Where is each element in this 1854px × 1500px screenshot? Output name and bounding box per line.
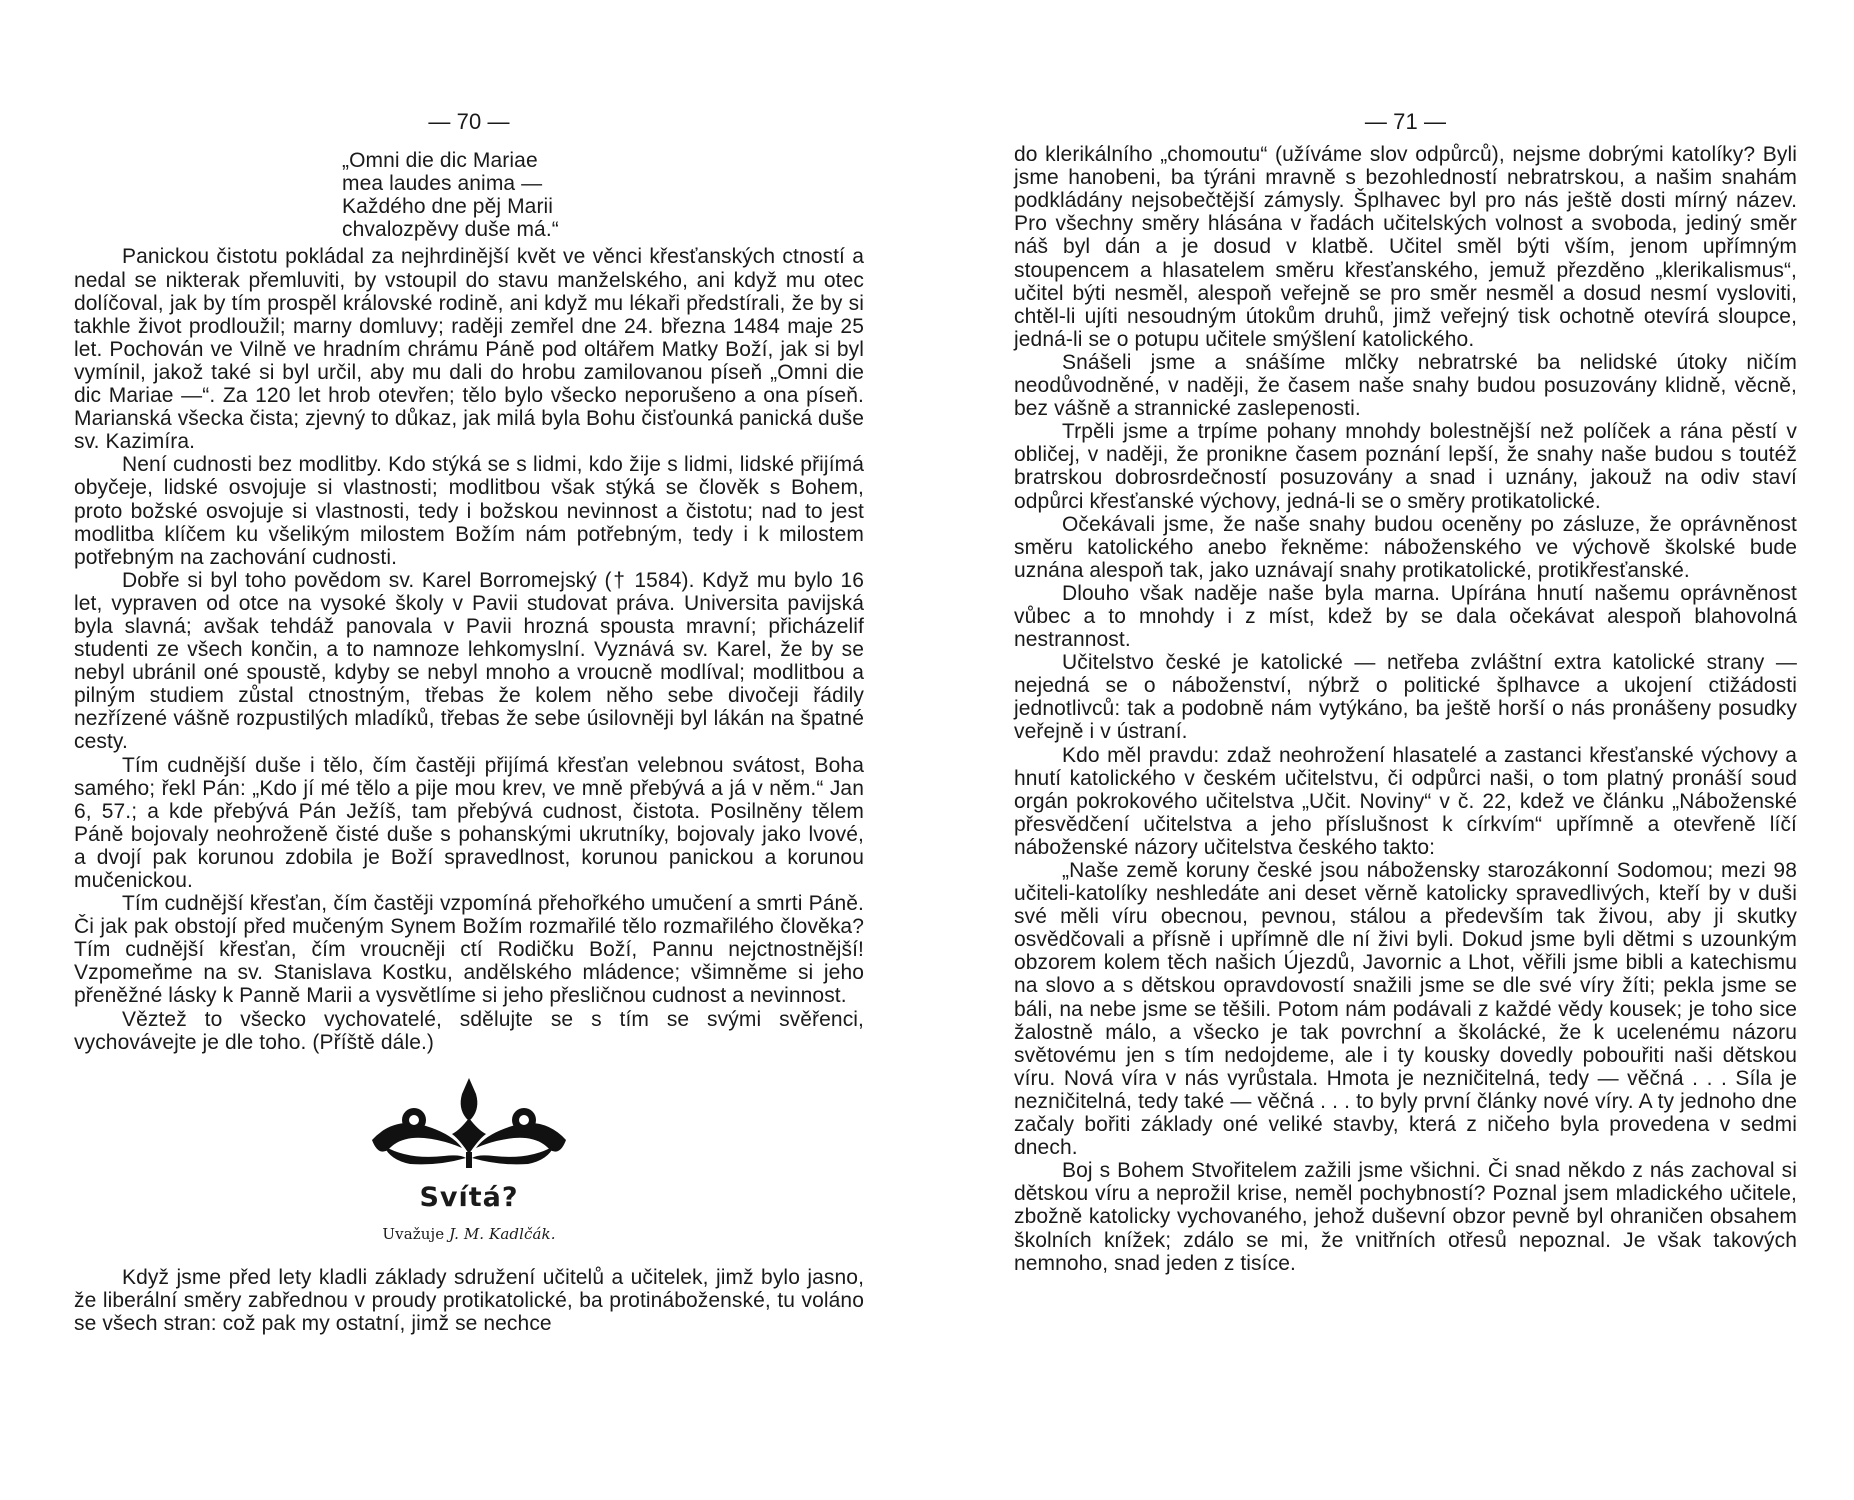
poem-line: Každého dne pěj Marii	[342, 195, 554, 219]
paragraph: Očekávali jsme, že naše snahy budou oceněny po zásluze, že oprávněnost směru katolického anebo řekněme: náboženského ve výchově školské bude uznána alespoň tak, jako uznávají snahy protikatolické, protikřesťanské.	[1014, 512, 1797, 582]
poem-line: mea laudes anima —	[342, 172, 543, 196]
paragraph: Dlouho však naděje naše byla marna. Upírána hnutí našemu oprávněnost vůbec a to mnohdy i z míst, kdež by se dala očekávat alespoň blahovolná nestrannost.	[1014, 581, 1797, 652]
left-page	[74, 110, 864, 1335]
paragraph: Tím cudnější duše i tělo, čím častěji přijímá křesťan velebnou svátost, Boha samého; řekl Pán: „Kdo jí mé tělo a pije mou krev, ve mně přebývá a já v něm.“ Jan 6, 57.; a kde přebývá Pán Ježíš, tam přebývá cudnost, čistota. Posilněny tělem Páně bojovaly neohroženě čisté duše s pohanskými ukrutníky, bojovaly jako lvové, a dvojí pak korunou zdobila je Boží spravedlnost, korunou panickou a korunou mučenickou.	[74, 753, 864, 892]
byline-prefix: Uvažuje	[382, 1224, 445, 1243]
paragraph: Tím cudnější křesťan, čím častěji vzpomíná přehořkého umučení a smrti Páně. Či jak pak obstojí před mučeným Synem Božím rozmařilé tělo rozmařilého člověka? Tím cudnější křesťan, čím vroucněji ctí Rodičku Boží, Pannu nejctnostnější! Vzpomeňme na sv. Stanislava Kostku, andělského mládence; všimněme si jeho přeněžné lásky k Panně Marii a vysvětlíme si jeho přesličnou cudnost a nevinnost.	[74, 892, 864, 1008]
paragraph: Snášeli jsme a snášíme mlčky nebratrské ba nelidské útoky ničím neodůvodněné, v naději, že časem naše snahy budou posuzovány klidně, věcně, bez vášně a strannické zaslepenosti.	[1014, 350, 1797, 421]
byline-author: J. M. Kadlčák.	[449, 1224, 556, 1243]
section-title: Svítá?	[419, 1181, 519, 1213]
floral-ornament-icon	[364, 1074, 574, 1174]
quotation: „Naše země koruny české jsou nábožensky starozákonní Sodomou; mezi 98 učiteli-katolíky neshledáte ani deset věrně katolicky spravedlivých, kteří by v duši své měli víru obecnou, pevnou, stálou a především tak živou, aby ji skutky osvědčovali a přísně i upřímně dle ní živi byli. Dokud jsme byli dětmi s uzounkým obzorem kolem těch našich Újezdů, Javornic a Lhot, věřili jsme bibli a katechismu na slovo a s dětskou opravdovostí snažili jsme se dle své víry žíti; pekla jsme se báli, na nebe jsme se těšili. Potom nám podávali z každé vědy kousek; je toho sice žalostně málo, a všecko je tak povrchní a školácké, že k ucelenému názoru světovému jen s tím nedojdeme, ale i ty kousky dovedly pobouřiti naši dětskou víru. Nová víra v nás vyrůstala. Hmota je nezničitelná, tedy — věčná . . . Síla je nezničitelná, tedy také — věčná . . . to byly první články nové víry. A ty jednoho dne začaly bořiti základy oné veliké stavby, která z ničeho byla provedena v sedmi dnech.	[1014, 859, 1797, 1160]
paragraph: Když jsme před lety kladli základy sdružení učitelů a učitelek, jimž bylo jasno, že liberální směry zabřednou v proudy protikatolické, ba protináboženské, tu voláno se všech stran: což pak my ostatní, jimž se nechce	[74, 1265, 864, 1336]
page-number: — 70 —	[428, 109, 510, 134]
poem-line: chvalozpěvy duše má.“	[342, 218, 559, 242]
paragraph: do klerikálního „chomoutu“ (užíváme slov odpůrců), nejsme dobrými katolíky? Byli jsme hanobeni, ba týráni mravně s bezohledností nebratrskou, a našim snahám podkládány nejsobečtější zámysly. Šplhavec byl pro nás ještě dosti mírný název. Pro všechny směry hlásána v řadách učitelských volnost a svoboda, jediný směr náš byl dán a je dosud v klatbě. Učitel směl býti vším, jenom upřímným stoupencem a hlasatelem směru křesťanského, jemuž přezděno „klerikalismus“, učitel býti nesměl, alespoň veřejně se pro směr nesměl a dosud nesmí vysloviti, chtěl-li ujíti nesoudným útokům druhů, jimž veřejný tisk ochotně otevírá sloupce, jedná-li se o potupu učitele smýšlení katolického.	[1014, 143, 1797, 351]
poem	[342, 149, 864, 241]
paragraph: Trpěli jsme a trpíme pohany mnohdy bolestnější než políček a rána pěstí v obličej, v naději, že pronikne časem poznání lepší, že snahy naše budou s toutéž bratrskou dobrosrdečností posuzovány a snad i uznány, jakouž na odiv staví odpůrci křesťanské výchovy, jedná-li se o směry protikatolické.	[1014, 420, 1797, 513]
paragraph: Není cudnosti bez modlitby. Kdo stýká se s lidmi, kdo žije s lidmi, lidské přijímá obyčeje, lidské osvojuje si vlastnosti; modlitbou však stýká se člověk s Bohem, proto božské osvojuje si vlastnosti, tedy i božskou nevinnost a čistotu; nad to jest modlitba klíčem ku všelikým milostem Božím nám potřebným, tedy i k milostem potřebným na zachování cudnosti.	[74, 453, 864, 569]
paragraph: Věztež to všecko vychovatelé, sdělujte se s tím se svými svěřenci, vychovávejte je dle toho. (Příště dále.)	[74, 1007, 864, 1054]
poem-line: „Omni die dic Mariae	[342, 149, 538, 173]
page-number: — 71 —	[1364, 109, 1447, 134]
paragraph: Kdo měl pravdu: zdaž neohrožení hlasatelé a zastanci křesťanské výchovy a hnutí katolického v českém učitelstvu, či odpůrci naši, o tom platný pronáší soud orgán pokrokového učitelstva „Učit. Noviny“ v č. 22, kdež ve článku „Náboženské přesvědčení učitelstva a jeho příslušnost k církvím“ upřímně a otevřeně líčí náboženské názory učitelstva českého takto:	[1014, 743, 1797, 859]
paragraph: Učitelstvo české je katolické — netřeba zvláštní extra katolické strany — nejedná se o náboženství, nýbrž o politické šplhavce a ukojení ctižádosti jednotlivců: tak a podobně nám vytýkáno, ba ještě horší o nás pronášeny posudky veřejně i v ústraní.	[1014, 651, 1797, 744]
paragraph: Panickou čistotu pokládal za nejhrdinější květ ve věnci křesťanských ctností a nedal se nikterak přemluviti, by vstoupil do stavu manželského, ani když mu otec dolíčoval, jak by tím prospěl královské rodině, ani když mu lékaři předstírali, že by si takhle život prodloužil; marny domluvy; raději zemřel dne 24. března 1484 maje 25 let. Pochován ve Vilně ve hradním chrámu Páně pod oltářem Matky Boží, jak si byl vymínil, jakož také si byl určil, aby mu dali do hrobu zamilovanou píseň „Omni die dic Mariae —“. Za 120 let hrob otevřen; tělo bylo všecko neporušeno a ona píseň. Marianská všecka čista; zjevný to důkaz, jak milá byla Bohu čisťounká panická duše sv. Kazimíra.	[74, 245, 864, 454]
paragraph: Dobře si byl toho povědom sv. Karel Borromejský († 1584). Když mu bylo 16 let, vypraven od otce na vysoké školy v Pavii studovat práva. Universita pavijská byla slavná; avšak tehdáž panovala v Pavii hrozná spousta mravní; přicházelif studenti ze všech končin, a to namnoze lehkomyslní. Vyznává sv. Karel, že by se nebyl ubránil oné spoustě, kdyby se nebyl mnoho a vroucně modlíval; modlitbou a pilným studiem zůstal ctnostným, třebas že kolem něho sebe divočeji řádily nezřízené vášně rozpustilých mladíků, třebas že sebe úsilovněji byl lákán na špatné cesty.	[74, 568, 864, 754]
paragraph: Boj s Bohem Stvořitelem zažili jsme všichni. Či snad někdo z nás zachoval si dětskou víru a neprožil krise, neměl pochybností? Poznal jsem mladického učitele, zbožně katolicky vychovaného, jehož duševní obzor pevně byl ohraničen obsahem školních knížek; zdálo se mi, že vnitřních otřesů nepoznal. Je však takových nemnoho, snad jeden z tisíce.	[1014, 1159, 1797, 1275]
byline	[74, 1223, 864, 1246]
right-page	[1014, 110, 1797, 1275]
